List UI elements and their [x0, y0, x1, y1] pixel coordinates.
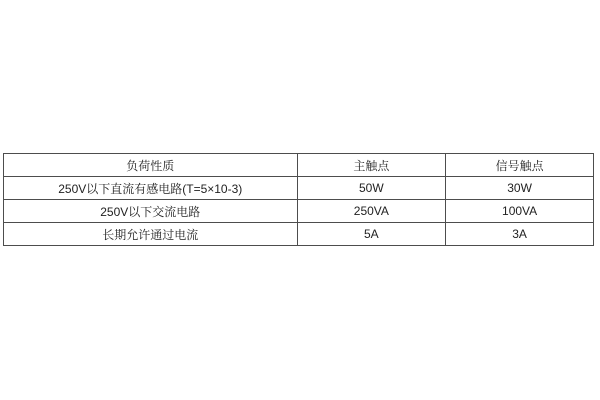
table-row — [4, 200, 594, 223]
table-cell-main-contact: 5A — [297, 223, 446, 246]
table-cell-load-nature: 250V以下交流电路 — [4, 200, 298, 223]
load-spec-table — [3, 153, 594, 246]
header-load-nature: 负荷性质 — [4, 154, 298, 177]
table-cell-signal-contact: 3A — [446, 223, 594, 246]
table-row — [4, 223, 594, 246]
table-cell-main-contact: 250VA — [297, 200, 446, 223]
table-cell-load-nature: 长期允许通过电流 — [4, 223, 298, 246]
table-cell-main-contact: 50W — [297, 177, 446, 200]
header-signal-contact: 信号触点 — [446, 154, 594, 177]
header-main-contact: 主触点 — [297, 154, 446, 177]
table-cell-signal-contact: 100VA — [446, 200, 594, 223]
table-cell-load-nature: 250V以下直流有感电路(T=5×10-3) — [4, 177, 298, 200]
table-header-row — [4, 154, 594, 177]
table-row — [4, 177, 594, 200]
table-cell-signal-contact: 30W — [446, 177, 594, 200]
